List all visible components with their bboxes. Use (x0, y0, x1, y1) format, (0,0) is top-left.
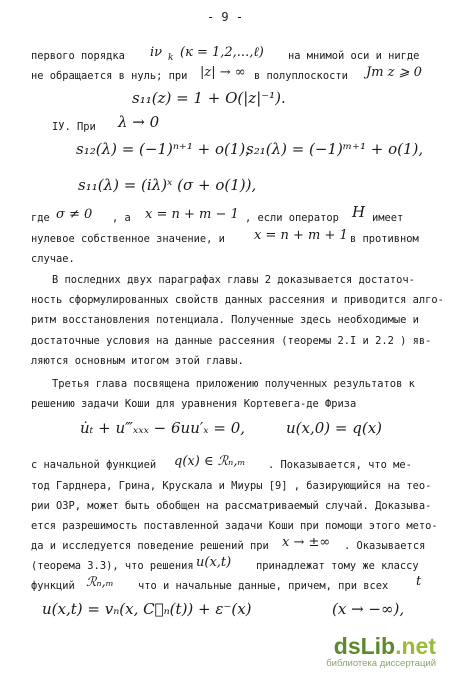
formula: s₂₁(λ) = (−1)ᵐ⁺¹ + o(1), (246, 140, 424, 158)
text-line: IУ. При (52, 121, 96, 133)
watermark-logo-part: .net (395, 633, 436, 659)
formula: (к = 1,2,...,ℓ) (180, 45, 264, 60)
text-line: с начальной функцией (31, 459, 157, 471)
formula: u(x,t) (196, 555, 232, 570)
text-line: функций (31, 580, 75, 592)
formula: q(x) ∈ ℛₙ,ₘ (174, 454, 246, 469)
formula: iν (150, 45, 163, 60)
text-line: нулевое собственное значение, и (31, 233, 225, 245)
formula: Jm z ⩾ 0 (366, 65, 422, 80)
text-line: (теорема 3.3), что решения (31, 560, 194, 572)
text-line: рии ОЗР, может быть обобщен на рассматриваемый случай. Доказыва- (31, 500, 432, 512)
watermark (326, 634, 436, 669)
text-line: достаточные условия на данные рассеяния (теоремы 2.I и 2.2 ) яв- (31, 335, 432, 347)
text-line: тод Гарднера, Грина, Крускала и Миуры [9] , базирующийся на тео- (31, 480, 432, 492)
text-line: ляются основным итогом этой главы. (31, 355, 244, 367)
text-line: . Показывается, что ме- (268, 459, 412, 471)
formula-subscript: k (168, 53, 174, 63)
text-line: ется разрешимость поставленной задачи Коши при помощи этого мето- (31, 520, 438, 532)
formula: H (352, 203, 366, 221)
text-line: , если оператор (245, 212, 339, 224)
text-line: . Оказывается (344, 540, 426, 552)
text-line: принадлежат тому же классу (256, 560, 419, 572)
text-line: ность сформулированных свойств данных рассеяния и приводится алго- (31, 294, 444, 306)
text-line: первого порядка (31, 50, 125, 62)
text-line: на мнимой оси и нигде (288, 50, 420, 62)
formula: ℛₙ,ₘ (86, 575, 114, 590)
text-line: В последних двух параграфах главы 2 доказывается достаточ- (52, 274, 415, 286)
watermark-logo (326, 634, 436, 658)
text-line: да и исследуется поведение решений при (31, 540, 269, 552)
text-line: решению задачи Коши для уравнения Кортевега-де Фриза (31, 398, 357, 410)
formula: x = n + m − 1 (145, 207, 239, 222)
page-number: - 9 - (206, 10, 244, 24)
text-line: в полуплоскости (254, 70, 348, 82)
formula: x = n + m + 1 (254, 228, 348, 243)
formula: |z| → ∞ (200, 65, 246, 80)
text-line: ритм восстановления потенциала. Полученные здесь необходимые и (31, 314, 419, 326)
formula: s₁₁(z) = 1 + O(|z|⁻¹). (132, 89, 286, 107)
formula: x → ±∞ (282, 535, 331, 550)
formula: u(x,t) = vₙ(x, C⃗ₙ(t)) + ε⁻(x) (42, 600, 252, 618)
text-line: в противном (350, 233, 419, 245)
formula: σ ≠ 0 (56, 207, 93, 222)
text-line: что и начальные данные, причем, при всех (138, 580, 389, 592)
formula: (x → −∞), (332, 600, 405, 618)
text-line: , а (112, 212, 131, 224)
text-line: где (31, 212, 50, 224)
watermark-logo-part: dsLib (333, 633, 396, 659)
text-line: случае. (31, 253, 75, 265)
text-line: Третья глава посвящена приложению полученных результатов к (52, 378, 415, 390)
formula: u(x,0) = q(x) (286, 419, 383, 437)
formula: s₁₁(λ) = (iλ)ˣ (σ + o(1)), (78, 176, 257, 194)
formula: λ → 0 (118, 113, 160, 131)
formula: s₁₂(λ) = (−1)ⁿ⁺¹ + o(1), (76, 140, 251, 158)
formula: t (416, 574, 422, 589)
formula: u̇ₜ + u‴ₓₓₓ − 6uu′ₓ = 0, (80, 419, 246, 437)
text-line: имеет (372, 212, 404, 224)
text-line: не обращается в нуль; при (31, 70, 188, 82)
watermark-subtitle: библиотека диссертаций (326, 658, 436, 669)
